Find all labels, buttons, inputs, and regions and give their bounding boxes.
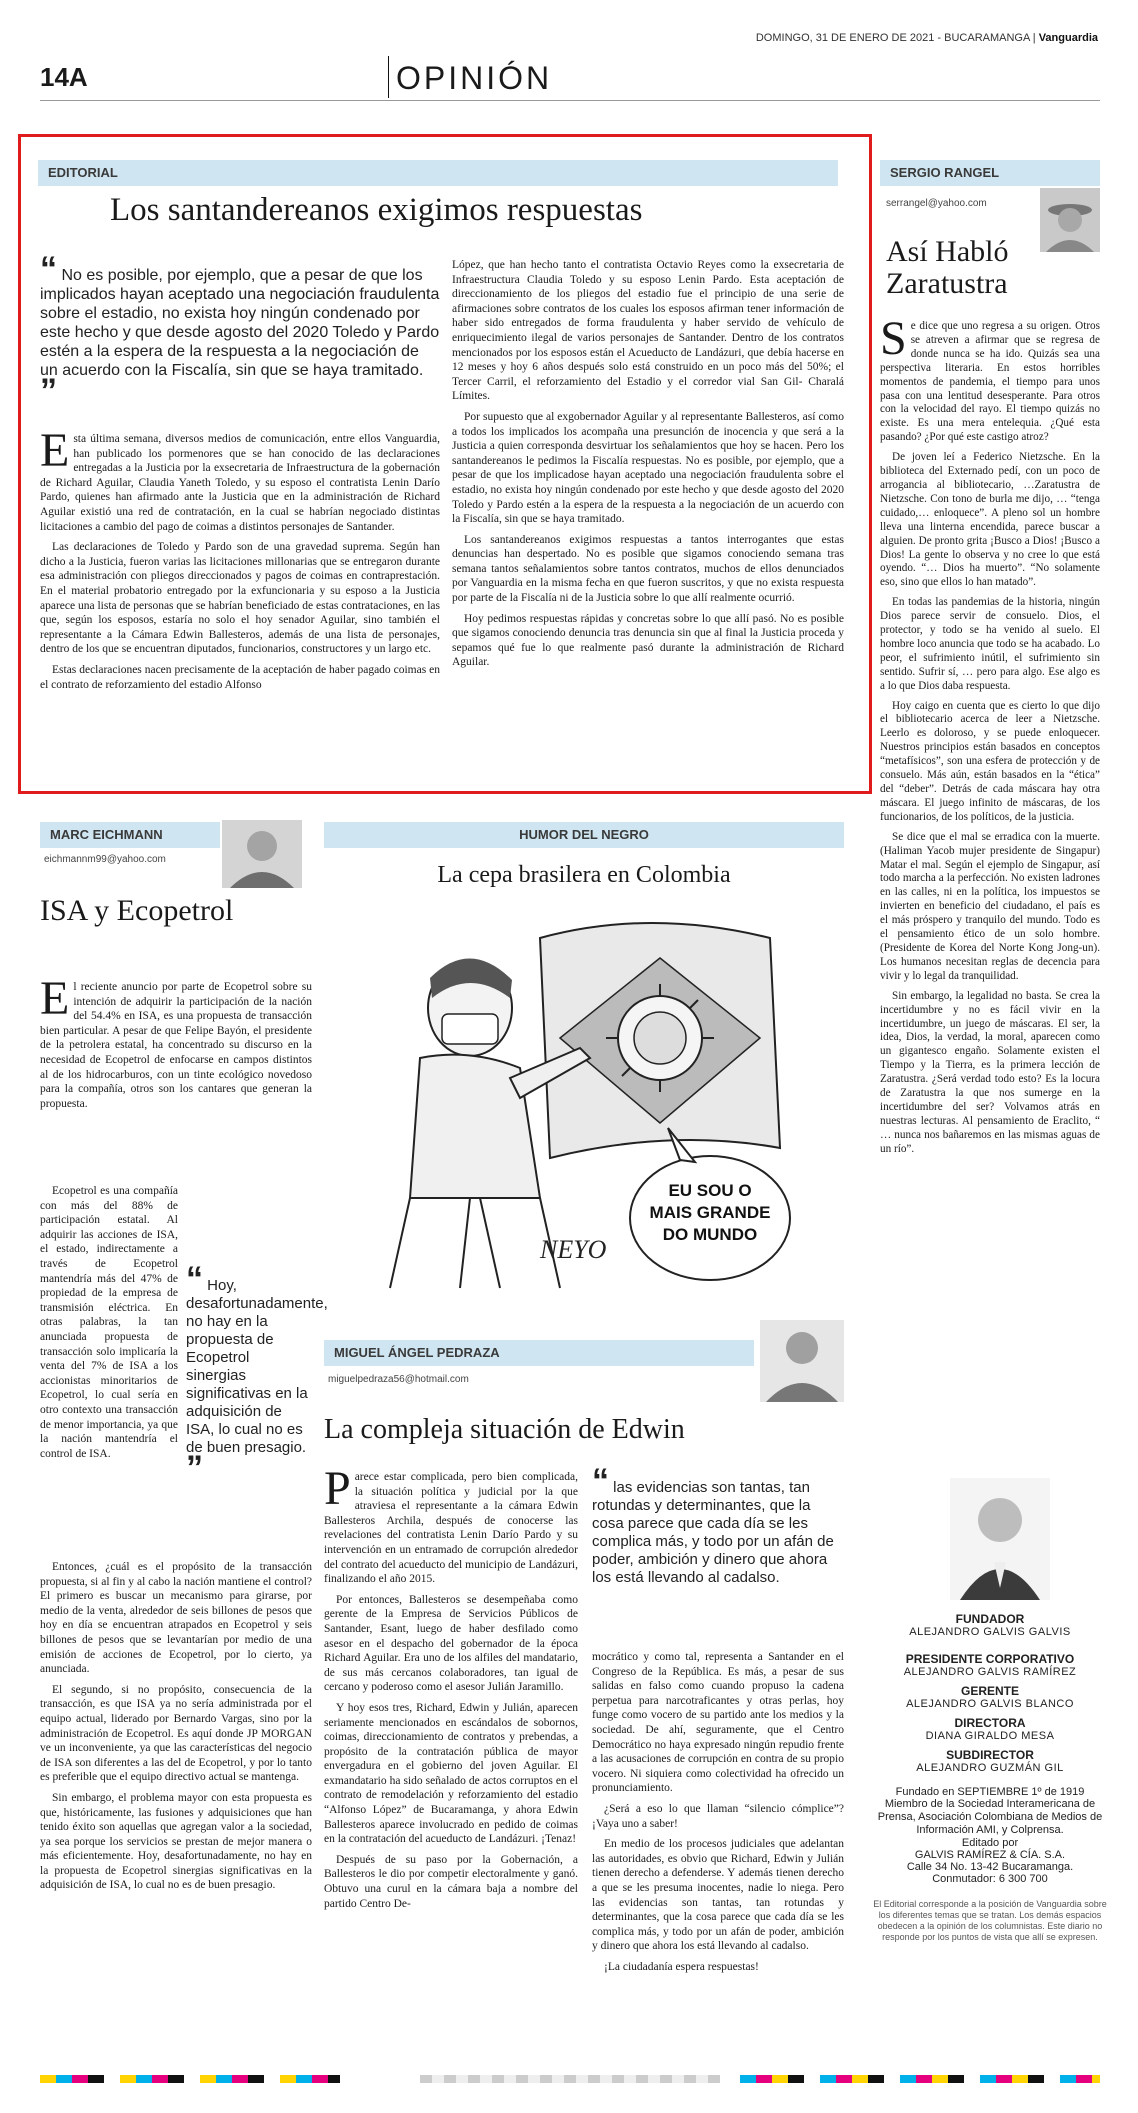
brand-logo: Vanguardia [1038,32,1098,44]
editorial-column-left: E sta última semana, diversos medios de comunicación, entre ellos Vanguardia, han publicado los pormenores que se han conocido de las declaraciones entregadas a la Justicia por la exsecretaria de Infraestructura de la gobernación de Richard Aguilar, Claudia Yaneth Toledo, y su esposo el contratista Lenin Darío Pardo, quienes han afirmado ante la Justicia que en la administración de Richard Aguilar existió una red de contratación, en la cual se habrían negociado distintas licitaciones a cambio del pago de coimas a distintos personajes de Santander. Las declaraciones de Toledo y Pardo son de una gravedad suprema. Según han dicho a la Justicia, fueron varias las licitaciones millonarias que se entregaron durante esa administración con pliegos direccionados y pagos de coimas en contraprestación. En el material probatorio entregado por la exfuncionaria y su esposo a la Justicia aparece una lista de personas que se habrían beneficiado de estas contrataciones, en las que, según los esposos, estaría no solo el hoy senador Aguilar, sino también el representante a la Cámara Edwin Ballesteros, además de una lista de personajes, dentro de los que se encuentran diputados, funcionarios, constructores y un largo etc. Estas declaraciones nacen precisamente de la aceptación de haber pagado coimas en el contrato de reforzamiento del estadio Alfonso [40,424,440,691]
pedraza-body-left: P arece estar complicada, pero bien complicada, la situación política y judicial por la que atraviesa el representante a la cámara Edwin Ballesteros Archila, después de conocerse las revelaciones del contratista Lenin Darío Pardo y su intervención en un entramado de corrupción alrededor del contrato del acueducto del municipio de Landázuri, finalizando el año 2015. Por entonces, Ballesteros se desempeñaba como gerente de la Empresa de Servicios Públicos de Santander, Esant, luego de haber desfilado como asesor en el despacho del gobernador de la época Richard Aguilar. Era uno de los alfiles del mandatario, de sus más cercanos colaboradores, tan igual de cercano y poderoso como el asesor Julián Jaramillo. Y hoy esos tres, Richard, Edwin y Julián, aparecen seriamente mencionados en escándalos de sobornos, coimas, direccionamiento de contratos y prebendas, a propósito de la contratación pública de mayor envergadura en el gobierno del joven Aguilar. El exmandatario ha sido señalado de actos corruptos en el contrato de remodelación y reforzamiento del estadio “Alfonso López” de Bucaramanga, y ahora Edwin Ballesteros aparece involucrado en pedido de coimas en la contratación del acueducto de Landázuri. ¡Tenaz! Después de su paso por la Gobernación, a Ballesteros le dio por competir electoralmente y ganó. Obtuvo una curul en la cámara baja a nombre del partido Centro De- [324,1462,578,1910]
pedraza-pull-quote: “ las evidencias son tantas, tan rotundas y determinantes, que la cosa parece que cada día se les complica más, y todo por un afán de poder, ambición y dinero que ahora los está llevando al cadalso. [592,1462,834,1586]
pedraza-tag: MIGUEL ÁNGEL PEDRAZA [324,1340,754,1366]
rangel-title: Así Habló Zaratustra [886,235,1009,300]
color-bar-right [740,2075,1100,2083]
eichmann-body-narrow: Ecopetrol es una compañía con más del 88% de participación estatal. Al adquirir las acciones de ISA, el estado, indirectamente a través de Ecopetrol mantendría más del 47% de propiedad de la empresa de transmisión eléctrica. En otras palabras, la tan anunciada propuesta de transacción solo implicaría la venta del 7% de ISA a los accionistas minoritarios de Ecopetrol, lo cual sería en otro contexto una transacción de menor importancia, ya que la nación mantendría el control de ISA. [40,1185,178,1460]
editorial-pull-quote: “ No es posible, por ejemplo, que a pesar de que los implicados hayan aceptado una negociación fraudulenta sobre el estadio, no exista hoy ningún condenado por este hecho y que desde agosto del 2020 Toledo y Pardo estén a la espera de la respuesta a la negociación de un acuerdo con la Fiscalía, sin que se haya tramitado. ” [40,250,440,410]
pedraza-title: La compleja situación de Edwin [324,1414,685,1445]
color-bar-left [40,2075,340,2083]
eichmann-pull-quote: “ Hoy, desafortunadamente, no hay en la propuesta de Ecopetrol sinergias significativas en la adquisición de ISA, lo cual no es de buen presagio. ” [186,1260,328,1487]
eichmann-body-bottom: Entonces, ¿cuál es el propósito de la transacción propuesta, si al fin y al cabo la nación mantiene el control? El primero es buscar un mecanismo para girarse, por medio de la venta, alrededor de seis billones de pesos que hoy en día se encuentran atrapados en Ecopetrol y seis billones de pesos que se levantarían por medio de una emisión de acciones de Ecopetrol, por lo cierto, ya anunciada. El segundo, si no propósito, consecuencia de la transacción, es que ISA ya no sería administrada por el equipo actual, liderado por Bernardo Vargas, sino por la administración de Ecopetrol. Es aquí donde JP MORGAN ve un inconveniente, ya que las características del negocio de ISA son diferentes a las del de Ecopetrol, y por lo tanto es preferible que el equipo directivo actual se mantenga. Sin embargo, el problema mayor con esta propuesta es que, históricamente, las fusiones y adquisiciones que han tenido éxito son aquellas que agregan valor a la sociedad, ya sea porque los servicios se prestan de mejor manera o más eficientemente. Hoy, desafortunadamente, no hay en la propuesta de Ecopetrol sinergias significativas en la adquisición de ISA, lo cual no es de buen presagio. [40,1561,312,1892]
humor-title: La cepa brasilera en Colombia [437,862,731,888]
eichmann-title: ISA y Ecopetrol [40,894,234,927]
section-name: OPINIÓN [396,60,553,96]
rangel-photo [1040,188,1100,252]
header-rule [40,100,1100,101]
header-divider [388,56,389,98]
editorial-headline: Los santandereanos exigimos respuestas [110,192,643,228]
cartoon-image [350,898,820,1298]
pedraza-email: miguelpedraza56@hotmail.com [328,1374,469,1385]
rangel-body: S e dice que uno regresa a su origen. Otros se atreven a afirmar que se regresa de donde nunca se ha ido. Quizás sea una perspectiva literaria. En estos horribles momentos de pandemia, el tiempo para unos pasa con una lentitud desesperante. Para otros con la velocidad del rayo. El tiempo quizás no existe. Es una mera entelequia. ¿Qué esta pasando? ¿Por qué este castigo atroz? De joven leí a Federico Nietzsche. En la biblioteca del Externado pedí, con un poco de arrogancia al bibliotecario, …Zaratustra de Nietzsche. Con tono de burla me dijo, … “tenga cuidado,… enloquece”. A pleno sol un hombre lleva una linterna encendida, parece buscar a alguien. De pronto grita ¡Busco a Dios! ¡Busco a Dios! La gente lo observa y no cree lo que está oyendo. “… Dios ha muerto”. “No solamente eso, sino que ellos lo han matado”. En todas las pandemias de la historia, ningún Dios parece servir de consuelo. Dios, el protector, y todo se ha venido al suelo. El hombre loco anuncia que todo se ha acabado. Lo peor, el sufrimiento inútil, el sufrimiento sin sentido. Sufrir sí, … pero para algo. Ese algo es a lo que Dios daba respuesta. Hoy caigo en cuenta que es cierto lo que dijo el bibliotecario acerca de leer a Nietzsche. Leerlo es doloroso, y se puede enloquecer. Nuestros principios están basados en conceptos “metafísicos”, son una esfera de protección y de consuelo. Más aún, están basados en la “ética” del “deber”. Detrás de cada máscara hay otra máscara. El juego infinito de máscaras, de los funcionarios, de los políticos, de la justicia. Se dice que el mal se erradica con la muerte. (Haliman Yacob mujer presidente de Singapur) Matar el mal. Según el ejemplo de Singapur, así todo marcha a la perfección. No existen ladrones en las calles, ni en la política, los impuestos se invierten en beneficio del ciudadano, el país es el más próspero y tranquilo del mundo. Todo es el pensamiento ético de un solo hombre. (Presidente de Korea del Norte Kong Jong-un). Los humanos necesitan reglas de decencia para vivir y lo legal da tranquilidad. Sin embargo, la legalidad no basta. Se crea la incertidumbre y no es fácil vivir en la incertidumbre, un juego de máscaras. El ser, la idea, Dios, la verdad, la moral, aparecen como un gigantesco engaño. Solamente existen el Tiempo y la Tierra, es la primera lección de Zaratustra. ¿Será verdad todo esto? Es la locura de Zaratustra la que nos sumerge en la incertidumbre del ser? Volvamos atrás en nuestras lecturas. Al pensamiento de Eraclito, “ … nunca nos bañaremos en las mismas aguas de un río”. [880,312,1100,1155]
humor-tag: HUMOR DEL NEGRO [324,822,844,848]
rangel-email: serrangel@yahoo.com [886,198,987,209]
rangel-tag: SERGIO RANGEL [880,160,1100,186]
pedraza-photo [760,1320,844,1402]
eichmann-tag: MARC EICHMANN [40,822,220,848]
date-line: DOMINGO, 31 DE ENERO DE 2021 - BUCARAMANGA | Vanguardia [755,32,1098,44]
page-number: 14A [40,62,88,92]
eichmann-email: eichmannm99@yahoo.com [44,854,166,865]
color-bar-center [420,2075,720,2083]
editorial-tag: EDITORIAL [38,160,838,186]
cartoon-signature: NEYO [540,1235,607,1264]
balloon-text-1: EU SOU O [668,1181,752,1200]
pedraza-body-right: mocrático y como tal, representa a Santander en el Congreso de la República. Es más, a pesar de sus salidas en falso como cuando propuso la cadena perpetua para narcotraficantes y otras perlas, hoy funge como vocero de su partido ante los medios y la sociedad. De ahí, seguramente, que el Centro Democrático no haya expresado ningún repudio frente a las acusaciones de corrupción en contra de su propio vocero. Ni siquiera como colectividad ha ofrecido un pronunciamiento. ¿Será a eso lo que llaman “silencio cómplice”? ¡Vaya uno a saber! En medio de los procesos judiciales que adelantan las autoridades, es obvio que Richard, Edwin y Julián tienen derecho a defenderse. Y además tienen derecho a que se les presuma inocentes, nadie lo niega. Pero las evidencias son tantas, tan rotundas y determinantes, que la cosa parece que cada día se les complica más, y todo por un afán de poder, ambición y dinero que ahora los está llevando al cadalso. ¡La ciudadanía espera respuestas! [592,1651,844,1973]
editorial-column-right: López, que han hecho tanto el contratista Octavio Reyes como la exsecretaria de Infraestructura Claudia Toledo y su esposo Lenin Pardo. Esta aceptación de direccionamiento de los pliegos del estadio fue el principio de una serie de afirmaciones sobre contratos de los cuales los esposos afirman tener información de haber sido entregados de forma fraudulenta y haber servido de vehículo de enriquecimiento ilegal de varios personajes de Santander. Dentro de los contratos mencionados por los esposos están el Acueducto de Landázuri, que debía hacerse en 12 meses y hoy 6 años después solo está construido en un poco más del 50%; el Tercer Carril, el reforzamiento del Estadio y el corredor vial San Gil- Charalá Límites. Por supuesto que al exgobernador Aguilar y al representante Ballesteros, así como a todos los implicados los acompaña una presunción de inocencia y que será a la Justicia a quien corresponda desvirtuar los señalamientos que hoy se hacen. Pero los santandereanos le pedimos la Fiscalía respuestas. No es posible, por ejemplo, que a pesar de que los implicadose hayan aceptado una negociación fraudulenta sobre el estadio, no exista hoy ningún condenado por este hecho y que desde agosto del 2020 Toledo y Pardo estén a la espera de la respuesta a la negociación de un acuerdo con la Fiscalía, sin que se haya tramitado. Los santandereanos exigimos respuestas a tantos interrogantes que estas denuncias han despertado. No es posible que sigamos conociendo semana tras semana tantos señalamientos sobre tantos contratos, muchos de ellos denunciados por Vanguardia en la misma fecha en que fueron suscritos, y que no exista respuesta por parte de la Fiscalía ni de la Justicia sobre lo que allí realmente ocurrió. Hoy pedimos respuestas rápidas y concretas sobre lo que allí pasó. No es posible que sigamos conociendo denuncia tras denuncia sin que al final la Justicia proceda y sepamos qué fue lo que realmente pasó durante la administración de Richard Aguilar. [452,259,844,669]
eichmann-body-top: E l reciente anuncio por parte de Ecopetrol sobre su intención de adquirir la participación de la nación del 54.4% en ISA, es una propuesta de transacción bien particular. A pesar de que Felipe Bayón, el presidente de la petrolera estatal, ha concentrado su discurso en la necesidad de Ecopetrol de enfocarse en campos distintos al de los hidrocarburos, con un tinte ecológico novedoso para la compañía, otros son los cantares que generan la propuesta. [40,972,312,1110]
balloon-text-2: MAIS GRANDE [649,1203,771,1222]
masthead: FUNDADOR ALEJANDRO GALVIS GALVIS PRESIDENTE CORPORATIVO ALEJANDRO GALVIS RAMÍREZ GERENTE ALEJANDRO GALVIS BLANCO DIRECTORA DIANA GIRALDO MESA SUBDIRECTOR ALEJANDRO GUZMÁN GIL Fundado en SEPTIEMBRE 1º de 1919 Miembro de la Sociedad Interamericana de Prensa, Asociación Colombiana de Medios de Información AMI, y Colprensa. Editado por GALVIS RAMÍREZ & CÍA. S.A. Calle 34 No. 13-42 Bucaramanga. Conmutador: 6 300 700 El Editorial corresponde a la posición de Vanguardia sobre los diferentes temas que se tratan. Los demás espacios obedecen a la opinión de los columnistas. Este diario no responde por los puntos de vista que allí se expresen. [873,1612,1107,1942]
balloon-text-3: DO MUNDO [662,1225,758,1244]
founder-photo [950,1478,1050,1600]
eichmann-photo [222,820,302,888]
